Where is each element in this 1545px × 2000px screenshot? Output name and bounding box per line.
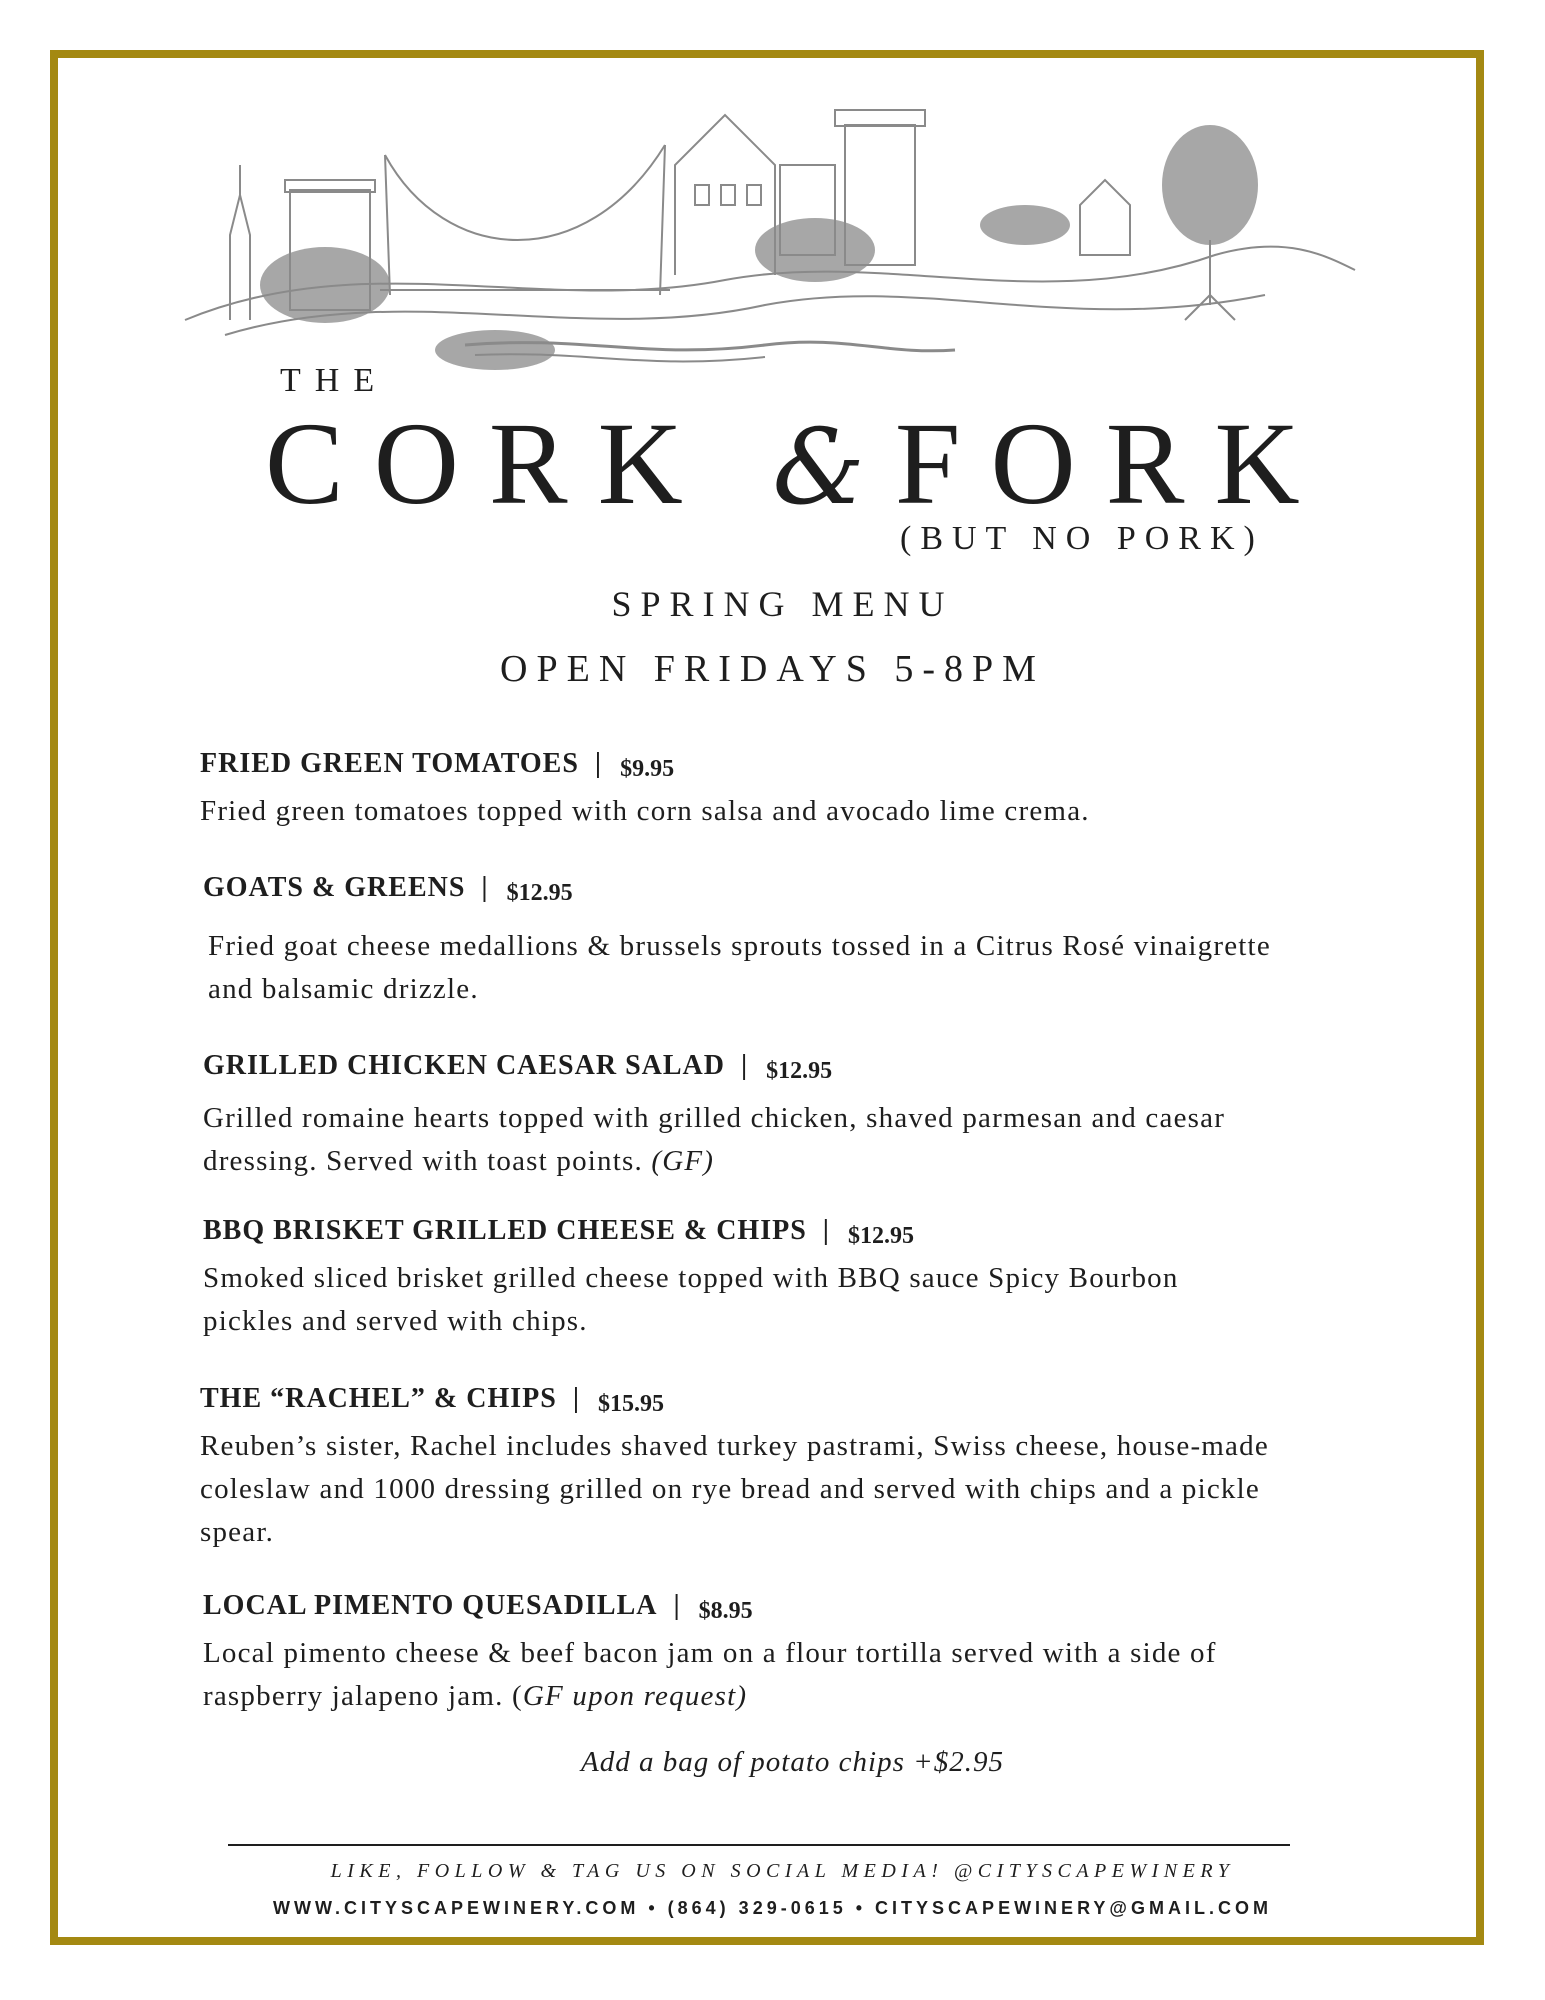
menu-item-price: $15.95	[598, 1391, 664, 1417]
menu-item-price: $12.95	[506, 880, 573, 906]
menu-item-price: $9.95	[620, 756, 675, 782]
brand-ampersand: &	[772, 406, 865, 528]
footer-social: LIKE, FOLLOW & TAG US ON SOCIAL MEDIA! @CITYSCAPEWINERY	[330, 1860, 1235, 1882]
menu-item-heading	[203, 872, 573, 904]
menu-item-price: $12.95	[766, 1058, 833, 1084]
menu-item-note: (GF)	[651, 1145, 715, 1177]
menu-item-separator: |	[822, 1215, 830, 1246]
menu-item-description-line: Reuben’s sister, Rachel includes shaved turkey pastrami, Swiss cheese, house-made	[200, 1430, 1269, 1462]
menu-item-description	[203, 1097, 1453, 1183]
menu-item-description-line: Local pimento cheese & beef bacon jam on a flour tortilla served with a side of	[203, 1637, 1217, 1669]
menu-item-heading	[200, 1383, 664, 1415]
menu-item-separator: |	[673, 1590, 681, 1621]
menu-item-heading	[203, 1050, 832, 1082]
brand-subtitle: (BUT NO PORK)	[900, 520, 1264, 557]
menu-item-heading	[200, 748, 674, 780]
menu-item-heading	[203, 1590, 753, 1622]
menu-item-description-line: Smoked sliced brisket grilled cheese topped with BBQ sauce Spicy Bourbon	[203, 1262, 1179, 1294]
menu-item-price: $8.95	[698, 1598, 753, 1624]
footer-contact: WWW.CITYSCAPEWINERY.COM • (864) 329-0615 • CITYSCAPEWINERY@GMAIL.COM	[273, 1898, 1272, 1918]
menu-item-description	[203, 1632, 1453, 1718]
menu-item-name: GRILLED CHICKEN CAESAR SALAD	[203, 1050, 725, 1081]
menu-item-name: LOCAL PIMENTO QUESADILLA	[203, 1590, 658, 1621]
menu-item-description-line: pickles and served with chips.	[203, 1305, 588, 1337]
menu-item-name: BBQ BRISKET GRILLED CHEESE & CHIPS	[203, 1215, 807, 1246]
menu-item-separator: |	[572, 1383, 580, 1414]
menu-item-heading	[203, 1215, 914, 1247]
footer-divider	[228, 1844, 1290, 1846]
menu-title: SPRING MENU	[611, 584, 954, 624]
menu-item-description-line: Grilled romaine hearts topped with grilled chicken, shaved parmesan and caesar	[203, 1102, 1226, 1134]
menu-item-description-line: Fried green tomatoes topped with corn salsa and avocado lime crema.	[200, 795, 1090, 827]
menu-item-price: $12.95	[847, 1223, 914, 1249]
menu-hours: OPEN FRIDAYS 5-8PM	[500, 648, 1045, 690]
menu-item-description	[203, 1257, 1453, 1343]
menu-item-name: THE “RACHEL” & CHIPS	[200, 1383, 557, 1414]
brand-pre-title: THE	[280, 362, 389, 399]
menu-item-description-line: spear.	[200, 1516, 275, 1548]
menu-item-description	[208, 925, 1458, 1011]
menu-item-separator: |	[740, 1050, 749, 1081]
menu-item-description	[200, 790, 1450, 833]
brand-title-left: CORK	[265, 398, 713, 529]
menu-item-note: GF upon request)	[522, 1680, 748, 1712]
brand-title-right: FORK	[894, 398, 1330, 529]
menu-item-separator: |	[481, 872, 489, 903]
menu-item-description-line: dressing. Served with toast points.	[203, 1145, 643, 1177]
menu-item-description	[200, 1425, 1480, 1554]
menu-item-name: FRIED GREEN TOMATOES	[200, 748, 579, 779]
addon-note: Add a bag of potato chips +$2.95	[581, 1746, 1004, 1778]
menu-item-description-line: Fried goat cheese medallions & brussels sprouts tossed in a Citrus Rosé vinaigrette	[208, 930, 1271, 962]
brand-title	[265, 398, 1330, 529]
menu-item-description-line: coleslaw and 1000 dressing grilled on rye bread and served with chips and a pickle	[200, 1473, 1260, 1505]
menu-item-description-line: raspberry jalapeno jam. (	[203, 1680, 523, 1712]
menu-item-description-line: and balsamic drizzle.	[208, 973, 479, 1005]
menu-item-name: GOATS & GREENS	[203, 872, 466, 903]
menu-item-separator: |	[594, 748, 603, 779]
